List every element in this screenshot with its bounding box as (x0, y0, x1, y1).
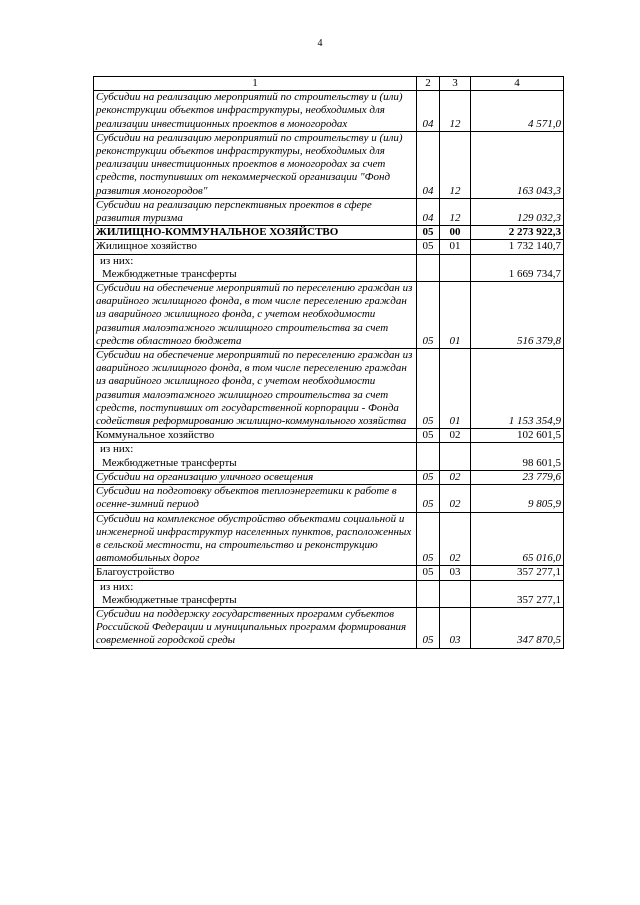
row-name-cell (94, 254, 417, 281)
row-subsection-code: 03 (440, 607, 471, 648)
row-name-cell: Субсидии на реализацию мероприятий по строительству и (или) реконструкции объектов инфраструктуры, необходимых для реализации инвестиционных проектов в моногородах за счет средств, поступивших от некоммерческой организации "Фонд развития моногородов" (94, 131, 417, 198)
page-number: 4 (317, 38, 323, 49)
row-name-cell: ЖИЛИЩНО-КОММУНАЛЬНОЕ ХОЗЯЙСТВО (94, 226, 417, 240)
table-row (94, 429, 564, 443)
budget-table (93, 76, 564, 649)
row-subsection-code: 02 (440, 470, 471, 484)
row-name: Межбюджетные трансферты (102, 593, 237, 606)
row-name-cell (94, 443, 417, 470)
row-section-code: 04 (417, 198, 440, 225)
row-name-cell: Субсидии на обеспечение мероприятий по переселению граждан из аварийного жилищного фонда, в том числе переселению граждан из аварийного жилищного фонда, с учетом необходимости развития малоэтажного жилищного строительства за счет средств, поступивших от государственной корпорации - Фонда содействия реформированию жилищно-коммунального хозяйства (94, 349, 417, 429)
row-section-code: 05 (417, 512, 440, 566)
row-amount: 1 669 734,7 (471, 254, 564, 281)
row-section-code: 05 (417, 566, 440, 580)
row-amount: 1 153 354,9 (471, 349, 564, 429)
row-subsection-code: 02 (440, 485, 471, 512)
table-row (94, 349, 564, 429)
row-name-cell: Субсидии на реализацию мероприятий по строительству и (или) реконструкции объектов инфраструктуры, необходимых для реализации инвестиционных проектов в моногородах (94, 91, 417, 132)
row-subsection-code: 01 (440, 349, 471, 429)
row-amount: 357 277,1 (471, 566, 564, 580)
row-section-code: 04 (417, 91, 440, 132)
row-amount: 102 601,5 (471, 429, 564, 443)
row-amount: 4 571,0 (471, 91, 564, 132)
row-subsection-code (440, 443, 471, 470)
table-row (94, 254, 564, 281)
table-row (94, 198, 564, 225)
row-amount: 357 277,1 (471, 580, 564, 607)
row-subsection-code: 02 (440, 512, 471, 566)
row-name-cell: Жилищное хозяйство (94, 240, 417, 254)
table-row (94, 512, 564, 566)
table-row (94, 607, 564, 648)
header-col-1: 1 (94, 77, 417, 91)
row-name: Межбюджетные трансферты (102, 456, 237, 469)
table-row (94, 485, 564, 512)
header-col-2: 2 (417, 77, 440, 91)
row-subsection-code (440, 580, 471, 607)
row-subsection-code: 12 (440, 91, 471, 132)
row-subsection-code: 01 (440, 240, 471, 254)
table-row (94, 240, 564, 254)
row-section-code: 04 (417, 131, 440, 198)
row-amount: 98 601,5 (471, 443, 564, 470)
row-name-cell: Субсидии на реализацию перспективных проектов в сфере развития туризма (94, 198, 417, 225)
row-from-label: из них: (100, 443, 134, 456)
row-section-code: 05 (417, 607, 440, 648)
row-amount: 23 779,6 (471, 470, 564, 484)
table-row (94, 131, 564, 198)
table-header-row (94, 77, 564, 91)
row-name-cell: Субсидии на поддержку государственных программ субъектов Российской Федерации и муниципальных программ формирования современной городской среды (94, 607, 417, 648)
row-amount: 9 805,9 (471, 485, 564, 512)
header-col-4: 4 (471, 77, 564, 91)
table-row (94, 470, 564, 484)
row-section-code: 05 (417, 226, 440, 240)
table-row (94, 580, 564, 607)
row-subsection-code: 02 (440, 429, 471, 443)
row-amount: 163 043,3 (471, 131, 564, 198)
table-row (94, 91, 564, 132)
row-section-code: 05 (417, 240, 440, 254)
row-amount: 2 273 922,3 (471, 226, 564, 240)
row-subsection-code (440, 254, 471, 281)
row-amount: 347 870,5 (471, 607, 564, 648)
table-row (94, 226, 564, 240)
row-amount: 516 379,8 (471, 282, 564, 349)
row-name-cell: Благоустройство (94, 566, 417, 580)
row-section-code (417, 254, 440, 281)
row-amount: 1 732 140,7 (471, 240, 564, 254)
row-name-cell: Субсидии на подготовку объектов теплоэнергетики к работе в осенне-зимний период (94, 485, 417, 512)
row-name-cell: Коммунальное хозяйство (94, 429, 417, 443)
row-section-code (417, 443, 440, 470)
row-section-code: 05 (417, 349, 440, 429)
row-subsection-code: 00 (440, 226, 471, 240)
row-amount: 129 032,3 (471, 198, 564, 225)
row-from-label: из них: (100, 254, 134, 267)
row-section-code: 05 (417, 282, 440, 349)
table-row (94, 566, 564, 580)
row-subsection-code: 01 (440, 282, 471, 349)
row-name-cell: Субсидии на организацию уличного освещения (94, 470, 417, 484)
row-subsection-code: 03 (440, 566, 471, 580)
row-section-code: 05 (417, 470, 440, 484)
row-name-cell (94, 580, 417, 607)
row-section-code: 05 (417, 485, 440, 512)
table-row (94, 443, 564, 470)
row-section-code: 05 (417, 429, 440, 443)
row-section-code (417, 580, 440, 607)
row-subsection-code: 12 (440, 131, 471, 198)
row-subsection-code: 12 (440, 198, 471, 225)
row-from-label: из них: (100, 580, 134, 593)
row-name: Межбюджетные трансферты (102, 267, 237, 280)
row-name-cell: Субсидии на комплексное обустройство объектами социальной и инженерной инфраструктур населенных пунктов, расположенных в сельской местности, на строительство и реконструкцию автомобильных дорог (94, 512, 417, 566)
row-amount: 65 016,0 (471, 512, 564, 566)
row-name-cell: Субсидии на обеспечение мероприятий по переселению граждан из аварийного жилищного фонда, в том числе переселению граждан из аварийного жилищного фонда, с учетом необходимости развития малоэтажного жилищного строительства за счет средств областного бюджета (94, 282, 417, 349)
header-col-3: 3 (440, 77, 471, 91)
table-row (94, 282, 564, 349)
